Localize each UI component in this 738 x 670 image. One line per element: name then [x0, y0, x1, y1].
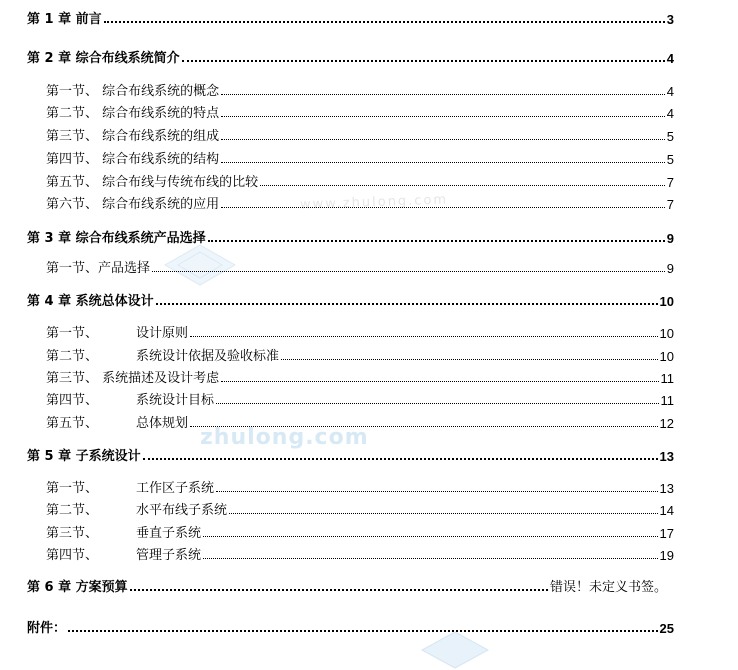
leader-dots	[208, 240, 665, 242]
toc-label: 第五节、 综合布线与传统布线的比较	[46, 175, 259, 190]
toc-page: 14	[659, 503, 674, 518]
toc-label: 第四节、	[46, 548, 99, 563]
toc-label: 第 3 章 综合布线系统产品选择	[27, 231, 206, 246]
leader-dots	[221, 116, 665, 117]
toc-page: 11	[660, 393, 674, 408]
toc-page: 19	[659, 548, 674, 563]
toc-entry-section[interactable]	[46, 256, 674, 276]
leader-dots	[281, 359, 658, 360]
leader-dots	[130, 589, 548, 591]
toc-entry-chapter-6[interactable]	[27, 575, 667, 595]
leader-dots	[143, 458, 658, 460]
toc-entry-section[interactable]	[46, 476, 674, 496]
toc-page: 13	[659, 481, 674, 496]
leader-dots	[190, 336, 658, 337]
toc-label: 第三节、 综合布线系统的组成	[46, 129, 220, 144]
toc-entry-chapter-4[interactable]	[27, 289, 674, 309]
leader-dots	[260, 185, 665, 186]
toc-label: 第 1 章 前言	[27, 12, 102, 27]
leader-dots	[156, 303, 658, 305]
toc-label: 第三节、 系统描述及设计考虑	[46, 371, 220, 386]
toc-label-title: 系统设计目标	[136, 393, 215, 408]
toc-label-title: 水平布线子系统	[136, 503, 228, 518]
toc-entry-chapter-5[interactable]	[27, 444, 674, 464]
toc-label: 第四节、 综合布线系统的结构	[46, 152, 220, 167]
toc-page: 4	[666, 84, 674, 99]
leader-dots	[216, 491, 658, 492]
leader-dots	[216, 403, 658, 404]
toc-entry-section[interactable]	[46, 498, 674, 518]
toc-label-title: 工作区子系统	[136, 481, 215, 496]
toc-page: 10	[659, 294, 674, 309]
toc-entry-appendix[interactable]	[27, 616, 674, 636]
toc-entry-section[interactable]	[46, 388, 674, 408]
toc-entry-section[interactable]	[46, 344, 674, 364]
toc-entry-section[interactable]	[46, 101, 674, 121]
toc-page: 11	[660, 371, 674, 386]
toc-label-title: 设计原则	[136, 326, 189, 341]
toc-page: 25	[659, 621, 674, 636]
toc-page: 4	[666, 106, 674, 121]
leader-dots	[221, 207, 665, 208]
toc-page: 10	[659, 349, 674, 364]
toc-page: 4	[666, 51, 674, 66]
toc-label: 第 5 章 子系统设计	[27, 449, 141, 464]
toc-label-title: 总体规划	[136, 416, 189, 431]
toc-entry-section[interactable]	[46, 124, 674, 144]
toc-page-error: 错误！未定义书签。	[549, 580, 667, 595]
leader-dots	[229, 513, 658, 514]
toc-label: 第三节、	[46, 526, 99, 541]
leader-dots	[221, 94, 665, 95]
toc-page: 9	[666, 231, 674, 246]
toc-entry-section[interactable]	[46, 521, 674, 541]
toc-entry-section[interactable]	[46, 79, 674, 99]
toc-page: 9	[666, 261, 674, 276]
toc-label: 第 2 章 综合布线系统简介	[27, 51, 180, 66]
leader-dots	[68, 630, 658, 632]
toc-label-title: 管理子系统	[136, 548, 202, 563]
toc-entry-chapter-3[interactable]	[27, 226, 674, 246]
toc-label: 第六节、 综合布线系统的应用	[46, 197, 220, 212]
toc-entry-section[interactable]	[46, 147, 674, 167]
toc-label: 第二节、	[46, 503, 99, 518]
toc-page: 7	[666, 197, 674, 212]
toc-entry-section[interactable]	[46, 411, 674, 431]
toc-label: 第一节、	[46, 481, 99, 496]
toc-label: 第二节、 综合布线系统的特点	[46, 106, 220, 121]
toc-entry-chapter-2[interactable]	[27, 46, 674, 66]
toc-page: 12	[659, 416, 674, 431]
leader-dots	[203, 536, 658, 537]
leader-dots	[221, 381, 658, 382]
toc-label: 附件：	[27, 621, 67, 636]
toc-label: 第一节、	[46, 326, 99, 341]
toc-label: 第四节、	[46, 393, 99, 408]
watermark-text: zhulong.com	[200, 425, 369, 450]
toc-entry-section[interactable]	[46, 321, 674, 341]
toc-page: 3	[666, 12, 674, 27]
toc-entry-chapter-1[interactable]	[27, 7, 674, 27]
watermark-url: www.zhulong.com	[299, 192, 449, 213]
toc-entry-section[interactable]	[46, 543, 674, 563]
leader-dots	[190, 426, 658, 427]
leader-dots	[182, 60, 665, 62]
toc-page: 7	[666, 175, 674, 190]
toc-page: 5	[666, 152, 674, 167]
leader-dots	[152, 271, 665, 272]
toc-label: 第二节、	[46, 349, 99, 364]
toc-page: 5	[666, 129, 674, 144]
toc-label: 第一节、 综合布线系统的概念	[46, 84, 220, 99]
leader-dots	[104, 21, 665, 23]
leader-dots	[221, 162, 665, 163]
leader-dots	[203, 558, 658, 559]
toc-label-title: 垂直子系统	[136, 526, 202, 541]
toc-label: 第一节、产品选择	[46, 261, 151, 276]
toc-page: 17	[659, 526, 674, 541]
toc-entry-section[interactable]	[46, 192, 674, 212]
toc-label: 第五节、	[46, 416, 99, 431]
toc-label: 第 4 章 系统总体设计	[27, 294, 154, 309]
watermark-logo-icon	[420, 630, 490, 670]
toc-label: 第 6 章 方案预算	[27, 580, 128, 595]
toc-entry-section[interactable]	[46, 170, 674, 190]
toc-page: 10	[659, 326, 674, 341]
toc-entry-section[interactable]	[46, 366, 674, 386]
toc-label-title: 系统设计依据及验收标准	[136, 349, 280, 364]
toc-page: 13	[659, 449, 674, 464]
leader-dots	[221, 139, 665, 140]
